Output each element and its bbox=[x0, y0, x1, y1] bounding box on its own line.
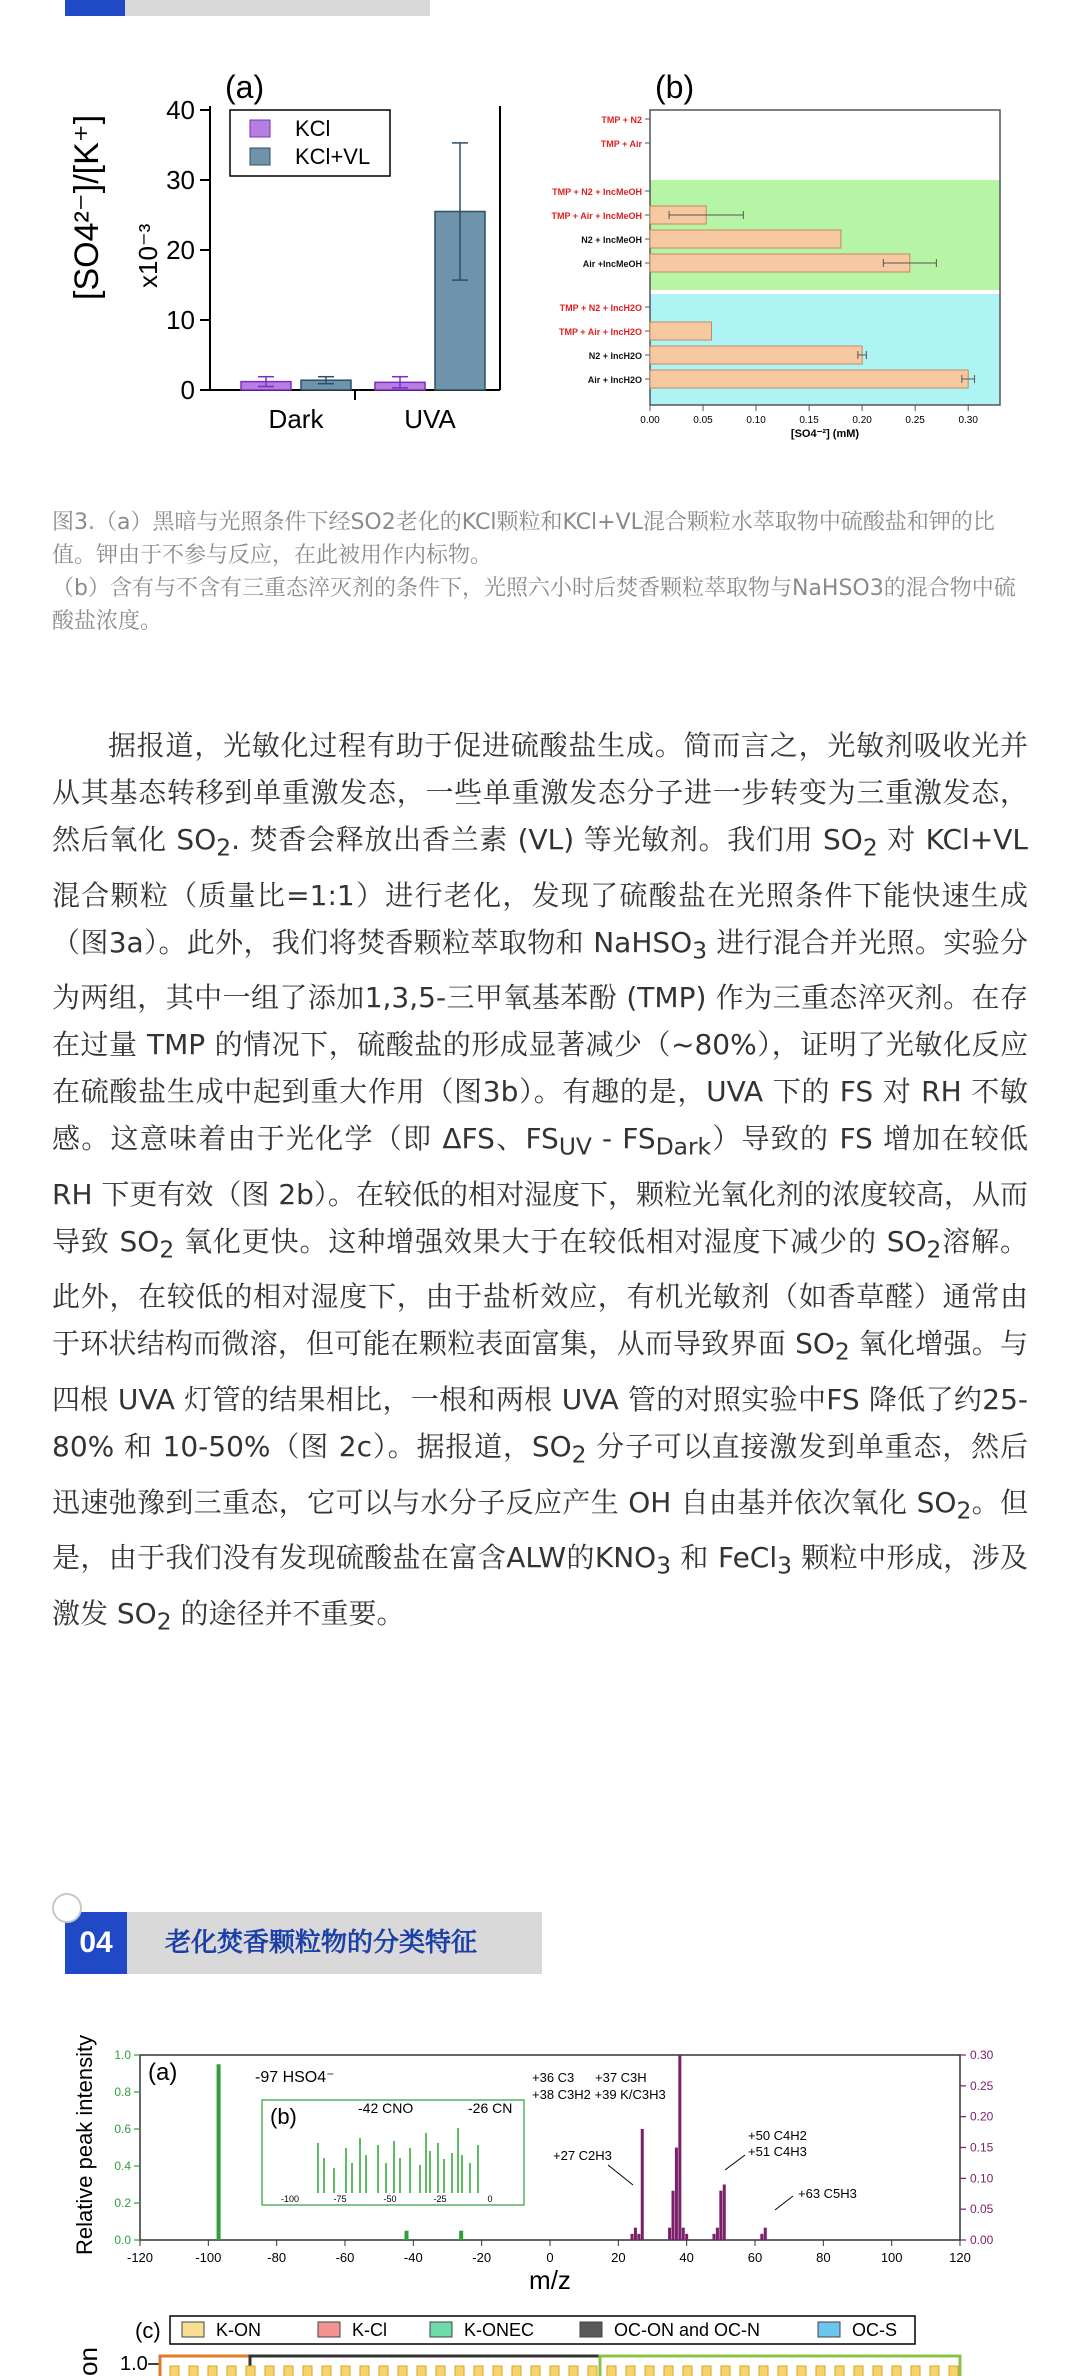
panel-4c-bar bbox=[702, 2366, 711, 2376]
y-tick-label: 20 bbox=[166, 235, 195, 265]
inset-peak bbox=[385, 2163, 387, 2193]
inset-peak bbox=[443, 2159, 445, 2193]
panel-4c-bar bbox=[911, 2366, 920, 2376]
panel-4a-left-ticks bbox=[114, 2048, 140, 2247]
panel-a-y-ticks bbox=[166, 95, 210, 405]
row-label: TMP + N2 bbox=[601, 115, 642, 125]
positive-peak bbox=[637, 2234, 640, 2240]
legend-kclvl-swatch bbox=[250, 148, 270, 165]
left-tick-label: 0.4 bbox=[114, 2159, 131, 2173]
panel-4c-bar bbox=[797, 2366, 806, 2376]
inset-x-tick-label: 0 bbox=[487, 2194, 493, 2204]
positive-peak bbox=[760, 2234, 763, 2240]
panel-4c-bar bbox=[417, 2366, 426, 2376]
positive-peak bbox=[682, 2228, 685, 2240]
panel-4c-bar bbox=[455, 2366, 464, 2376]
bar-row-5 bbox=[650, 254, 910, 272]
bar-row-9 bbox=[650, 370, 968, 388]
panel-4c-bar bbox=[379, 2366, 388, 2376]
panel-4a-ylabel: Relative peak intensity bbox=[72, 2034, 97, 2255]
inset-peak bbox=[317, 2143, 319, 2193]
row-label: TMP + Air + IncMeOH bbox=[551, 211, 642, 221]
panel-4c-bar bbox=[531, 2366, 540, 2376]
panel-4c-bar bbox=[436, 2366, 445, 2376]
bar-row-4 bbox=[650, 230, 841, 248]
left-tick-label: 0.2 bbox=[114, 2196, 131, 2210]
legend-swatch bbox=[182, 2322, 204, 2337]
annot-c2h3: +27 C2H3 bbox=[553, 2148, 612, 2163]
prev-section-title-block bbox=[125, 0, 430, 16]
legend-swatch bbox=[430, 2322, 452, 2337]
panel-4c-bar bbox=[569, 2366, 578, 2376]
prev-section-number-block bbox=[65, 0, 125, 16]
panel-b-x-ticks bbox=[640, 405, 978, 426]
panel-4c-bar bbox=[360, 2366, 369, 2376]
right-tick-label: 0.00 bbox=[970, 2233, 994, 2247]
row-label: N2 + IncMeOH bbox=[581, 235, 642, 245]
panel-4c-bar bbox=[626, 2366, 635, 2376]
x-tick-label: 80 bbox=[816, 2250, 831, 2265]
legend-swatch bbox=[818, 2322, 840, 2337]
row-label: TMP + Air bbox=[600, 139, 642, 149]
inset-x-tick-label: -50 bbox=[383, 2194, 397, 2204]
positive-peak bbox=[685, 2234, 688, 2240]
panel-4a-x-ticks bbox=[127, 2240, 971, 2265]
figure-3-panel-b bbox=[551, 69, 1000, 440]
inset-peak bbox=[393, 2141, 395, 2193]
legend-label: OC-S bbox=[852, 2320, 897, 2340]
inset-peak bbox=[451, 2153, 453, 2193]
legend-kcl-swatch bbox=[250, 120, 270, 137]
inset-peak bbox=[351, 2163, 353, 2193]
inset-peak bbox=[457, 2128, 459, 2193]
panel-4c-bar bbox=[778, 2366, 787, 2376]
panel-4c-ylabel-fragment: on bbox=[73, 2347, 103, 2376]
annot-c5h3: +63 C5H3 bbox=[798, 2186, 857, 2201]
inset-peak bbox=[429, 2151, 431, 2193]
panel-4c-bar bbox=[398, 2366, 407, 2376]
panel-4c-bar bbox=[816, 2366, 825, 2376]
panel-4c-bar bbox=[588, 2366, 597, 2376]
category-uva: UVA bbox=[404, 404, 456, 434]
section-title: 老化焚香颗粒物的分类特征 bbox=[165, 1928, 478, 1958]
y-tick-label: 0 bbox=[180, 375, 195, 405]
legend-swatch bbox=[580, 2322, 602, 2337]
figure-3-panel-a bbox=[68, 69, 500, 434]
figure-4-inset bbox=[262, 2100, 524, 2205]
positive-peak bbox=[716, 2228, 719, 2240]
row-label: TMP + N2 + IncMeOH bbox=[552, 187, 642, 197]
left-tick-label: 0.0 bbox=[114, 2233, 131, 2247]
inset-peak bbox=[333, 2168, 335, 2193]
inset-peak bbox=[437, 2143, 439, 2193]
figure-3 bbox=[0, 40, 1080, 460]
bar-row-7 bbox=[650, 322, 712, 340]
inset-peak bbox=[359, 2138, 361, 2193]
row-label: Air + IncH2O bbox=[587, 375, 642, 385]
x-tick-label: -60 bbox=[335, 2250, 355, 2265]
panel-4c-bar bbox=[265, 2366, 274, 2376]
x-tick-label: 0.20 bbox=[852, 415, 872, 426]
panel-4c-bar bbox=[645, 2366, 654, 2376]
panel-4c-bar bbox=[322, 2366, 331, 2376]
section-number: 04 bbox=[65, 1912, 127, 1974]
panel-4c-bar bbox=[949, 2366, 958, 2376]
figure-4-panel-c bbox=[73, 2316, 960, 2376]
panel-4c-bar bbox=[664, 2366, 673, 2376]
positive-peak bbox=[764, 2228, 767, 2240]
left-tick-label: 0.6 bbox=[114, 2122, 131, 2136]
panel-4c-bar bbox=[227, 2366, 236, 2376]
panel-4c-bar bbox=[493, 2366, 502, 2376]
annot-c3h2: +38 C3H2 +39 K/C3H3 bbox=[532, 2087, 666, 2102]
row-label: N2 + IncH2O bbox=[588, 351, 642, 361]
x-tick-label: 0.05 bbox=[693, 415, 713, 426]
section-decoration-circle bbox=[52, 1893, 82, 1923]
panel-4c-bar bbox=[721, 2366, 730, 2376]
legend-kclvl-label: KCl+VL bbox=[295, 144, 371, 169]
legend-kcl-label: KCl bbox=[295, 116, 331, 141]
inset-x-tick-label: -100 bbox=[280, 2194, 300, 2204]
x-tick-label: 100 bbox=[880, 2250, 903, 2265]
inset-x-tick-label: -25 bbox=[433, 2194, 447, 2204]
panel-4c-bar bbox=[759, 2366, 768, 2376]
panel-a-ylabel: [SO4²⁻]/[K⁺] bbox=[68, 114, 106, 300]
right-tick-label: 0.10 bbox=[970, 2171, 994, 2186]
inset-peak bbox=[409, 2148, 411, 2193]
positive-peak bbox=[631, 2234, 634, 2240]
panel-4c-bar bbox=[341, 2366, 350, 2376]
panel-4c-bar bbox=[835, 2366, 844, 2376]
panel-b-row-labels bbox=[551, 115, 650, 385]
negative-peak bbox=[459, 2231, 463, 2240]
x-tick-label: 0.30 bbox=[958, 415, 978, 426]
panel-4a-right-ticks bbox=[960, 2048, 994, 2247]
inset-peak bbox=[469, 2163, 471, 2193]
panel-4c-ytick: 1.0 bbox=[120, 2353, 148, 2375]
panel-4c-bar bbox=[607, 2366, 616, 2376]
panel-4c-bar bbox=[303, 2366, 312, 2376]
panel-b-label: (b) bbox=[655, 69, 695, 105]
legend-label: K-Cl bbox=[352, 2320, 387, 2340]
panel-4c-bar bbox=[892, 2366, 901, 2376]
x-tick-label: 40 bbox=[679, 2250, 694, 2265]
legend-swatch bbox=[318, 2322, 340, 2337]
panel-4c-bar bbox=[873, 2366, 882, 2376]
positive-peak bbox=[641, 2129, 644, 2240]
panel-4c-bar bbox=[550, 2366, 559, 2376]
row-label: Air +IncMeOH bbox=[582, 259, 642, 269]
right-tick-label: 0.20 bbox=[970, 2109, 994, 2124]
bar-row-8 bbox=[650, 346, 862, 364]
x-tick-label: 0.10 bbox=[746, 415, 766, 426]
body-paragraph: 据报道，光敏化过程有助于促进硫酸盐生成。简而言之，光敏剂吸收光并从其基态转移到单重激发态，一些单重激发态分子进一步转变为三重激发态，然后氧化 $SO_2$. 焚香会释放出香兰素 (VL) 等光敏剂。我们用 $SO_2$ 对 KCl+VL 混合颗粒（质量比=1:1）进行老化，发现了硫酸盐在光照条件下能快速生成（图3a）。此外，我们将焚香颗粒萃取物和 NaHSO$_3$ 进行混合并光照。实验分为两组，其中一组了添加1,3,5-三甲氧基苯酚 (TMP) 作为三重态淬灭剂。在存在过量 TMP 的情况下，硫酸盐的形成显著减少（~80%），证明了光敏化反应在硫酸盐生成中起到重大作用（图3b）。有趣的是，UVA 下的 FS 对 RH 不敏感。这意味着由于光化学（即 ΔFS、$FS_{UV} - FS_{Dark}$）导致的 FS 增加在较低 RH 下更有效（图 2b）。在较低的相对湿度下，颗粒光氧化剂的浓度较高，从而导致 $SO_2$ 氧化更快。这种增强效果大于在较低相对湿度下减少的 $SO_2$溶解。此外，在较低的相对湿度下，由于盐析效应，有机光敏剂（如香草醛）通常由于环状结构而微溶，但可能在颗粒表面富集，从而导致界面 $SO_2$ 氧化增强。与四根 UVA 灯管的结果相比，一根和两根 UVA 管的对照实验中FS 降低了约25-80% 和 10-50%（图 2c）。据报道，$SO_2$ 分子可以直接激发到单重态，然后迅速弛豫到三重态，它可以与水分子反应产生 OH 自由基并依次氧化 $SO_2$。但是，由于我们没有发现硫酸盐在富含ALW的$KNO_3$ 和 FeCl$_3$ 颗粒中形成，涉及激发 $SO_2$ 的途径并不重要。 bbox=[52, 729, 1029, 1636]
inset-peak bbox=[477, 2145, 479, 2193]
right-tick-label: 0.25 bbox=[970, 2078, 994, 2093]
panel-b-xlabel: [SO4⁻²] (mM) bbox=[790, 428, 860, 440]
inset-annot-cn: -26 CN bbox=[468, 2100, 513, 2116]
panel-4c-bar bbox=[740, 2366, 749, 2376]
right-tick-label: 0.05 bbox=[970, 2202, 994, 2217]
inset-annot-cno: -42 CNO bbox=[358, 2100, 414, 2116]
caption-line-2: （b）含有与不含有三重态淬灭剂的条件下，光照六小时后焚香颗粒萃取物与NaHSO3的混合物中硫酸盐浓度。 bbox=[52, 576, 1016, 634]
x-tick-label: 120 bbox=[949, 2250, 971, 2265]
panel-4c-bar bbox=[246, 2366, 255, 2376]
x-tick-label: -80 bbox=[267, 2250, 287, 2265]
panel-4c-bar bbox=[512, 2366, 521, 2376]
panel-4c-bars bbox=[170, 2366, 958, 2376]
panel-4c-bar bbox=[683, 2366, 692, 2376]
right-tick-label: 0.15 bbox=[970, 2140, 994, 2155]
panel-4c-bar bbox=[189, 2366, 198, 2376]
panel-4a-xlabel: m/z bbox=[529, 2265, 571, 2295]
inset-label: (b) bbox=[270, 2104, 297, 2129]
left-tick-label: 0.8 bbox=[114, 2085, 131, 2099]
row-label: TMP + N2 + IncH2O bbox=[559, 303, 642, 313]
panel-4c-bar bbox=[170, 2366, 179, 2376]
positive-peak bbox=[634, 2228, 637, 2240]
positive-peak bbox=[713, 2234, 716, 2240]
positive-peak bbox=[675, 2148, 678, 2241]
category-dark: Dark bbox=[268, 404, 324, 434]
panel-a-label: (a) bbox=[225, 69, 265, 105]
positive-peak bbox=[668, 2228, 671, 2240]
annot-hso4: -97 HSO4⁻ bbox=[255, 2069, 335, 2086]
positive-peak bbox=[678, 2055, 681, 2240]
inset-peak bbox=[345, 2148, 347, 2193]
figure-4-panel-a bbox=[72, 2035, 994, 2295]
x-tick-label: -20 bbox=[472, 2250, 492, 2265]
figure-4 bbox=[0, 2010, 1080, 2376]
panel-4c-bar bbox=[284, 2366, 293, 2376]
inset-peak bbox=[377, 2145, 379, 2193]
caption-line-1: 图3.（a）黑暗与光照条件下经SO2老化的KCl颗粒和KCl+VL混合颗粒水萃取物中硫酸盐和钾的比值。钾由于不参与反应，在此被用作内标物。 bbox=[52, 510, 995, 568]
figure-3-caption bbox=[52, 506, 1028, 638]
inset-x-tick-label: -75 bbox=[333, 2194, 347, 2204]
row-label: TMP + Air + IncH2O bbox=[558, 327, 642, 337]
panel-4c-bar bbox=[930, 2366, 939, 2376]
x-tick-label: -40 bbox=[403, 2250, 423, 2265]
legend-label: K-ONEC bbox=[464, 2320, 535, 2340]
positive-peak bbox=[672, 2191, 675, 2240]
inset-peak bbox=[461, 2155, 463, 2193]
positive-peak bbox=[719, 2191, 722, 2240]
legend-label: K-ON bbox=[216, 2320, 261, 2340]
panel-a-bars bbox=[241, 143, 485, 390]
right-tick-label: 0.30 bbox=[970, 2048, 994, 2062]
panel-4c-label: (c) bbox=[135, 2318, 161, 2343]
panel-4c-legend bbox=[170, 2316, 915, 2344]
annot-c3h: +37 C3H bbox=[595, 2070, 647, 2085]
panel-4c-bar bbox=[474, 2366, 483, 2376]
x-tick-label: 20 bbox=[611, 2250, 626, 2265]
negative-peak bbox=[405, 2231, 409, 2240]
panel-4c-bar bbox=[854, 2366, 863, 2376]
legend-label: OC-ON and OC-N bbox=[614, 2320, 761, 2340]
left-tick-label: 1.0 bbox=[114, 2048, 131, 2062]
inset-peak bbox=[365, 2155, 367, 2193]
inset-peak bbox=[399, 2158, 401, 2193]
panel-a-multiplier: x10⁻³ bbox=[133, 223, 163, 288]
annot-c4h3: +51 C4H3 bbox=[748, 2144, 807, 2159]
panel-4a-label: (a) bbox=[148, 2059, 178, 2086]
panel-4c-bar bbox=[208, 2366, 217, 2376]
inset-peak bbox=[419, 2165, 421, 2193]
negative-peak bbox=[217, 2064, 221, 2240]
y-tick-label: 40 bbox=[166, 95, 195, 125]
inset-peak bbox=[323, 2158, 325, 2193]
x-tick-label: 0.15 bbox=[799, 415, 819, 426]
x-tick-label: 60 bbox=[747, 2250, 763, 2265]
x-tick-label: 0.00 bbox=[640, 415, 660, 426]
annot-c4h2: +50 C4H2 bbox=[748, 2128, 807, 2143]
y-tick-label: 10 bbox=[166, 305, 195, 335]
x-tick-label: -120 bbox=[126, 2250, 154, 2265]
annot-c3: +36 C3 bbox=[532, 2070, 575, 2085]
y-tick-label: 30 bbox=[166, 165, 195, 195]
x-tick-label: -100 bbox=[195, 2250, 222, 2265]
x-tick-label: 0 bbox=[546, 2250, 554, 2265]
x-tick-label: 0.25 bbox=[905, 415, 925, 426]
positive-peak bbox=[723, 2185, 726, 2241]
inset-peak bbox=[425, 2133, 427, 2193]
